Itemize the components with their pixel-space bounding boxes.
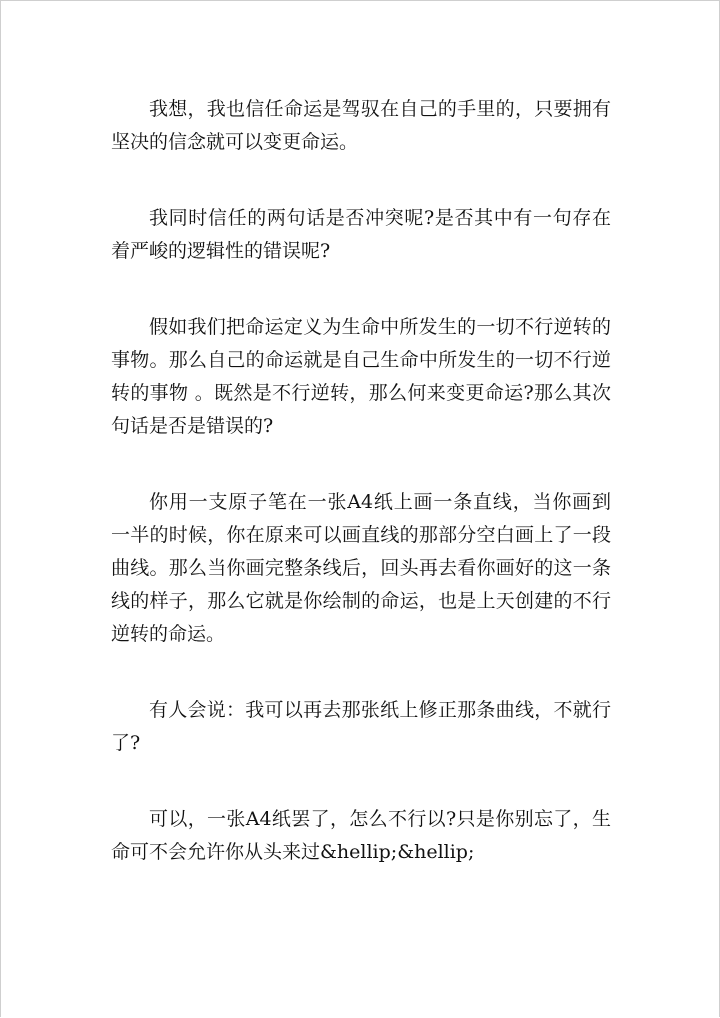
document-body <box>111 93 611 912</box>
paragraph: 我想，我也信任命运是驾驭在自己的手里的，只要拥有坚决的信念就可以变更命运。 <box>111 98 611 153</box>
paragraph: 我同时信任的两句话是否冲突呢?是否其中有一句存在着严峻的逻辑性的错误呢? <box>111 207 611 262</box>
paragraph: 有人会说：我可以再去那张纸上修正那条曲线，不就行了? <box>111 699 611 754</box>
paragraph: 你用一支原子笔在一张A4纸上画一条直线，当你画到一半的时候，你在原来可以画直线的那部分空白画上了一段曲线。那么当你画完整条线后，回头再去看你画好的这一条线的样子，那么它就是你绘制的命运，也是上天创建的不行逆转的命运。 <box>111 491 611 645</box>
paragraph: 假如我们把命运定义为生命中所发生的一切不行逆转的事物。那么自己的命运就是自己生命中所发生的一切不行逆转的事物 。既然是不行逆转，那么何来变更命运?那么其次句话是否是错误的? <box>111 316 611 437</box>
paragraph: 可以，一张A4纸罢了，怎么不行以?只是你别忘了，生命可不会允许你从头来过&hellip;&hellip; <box>111 808 611 863</box>
